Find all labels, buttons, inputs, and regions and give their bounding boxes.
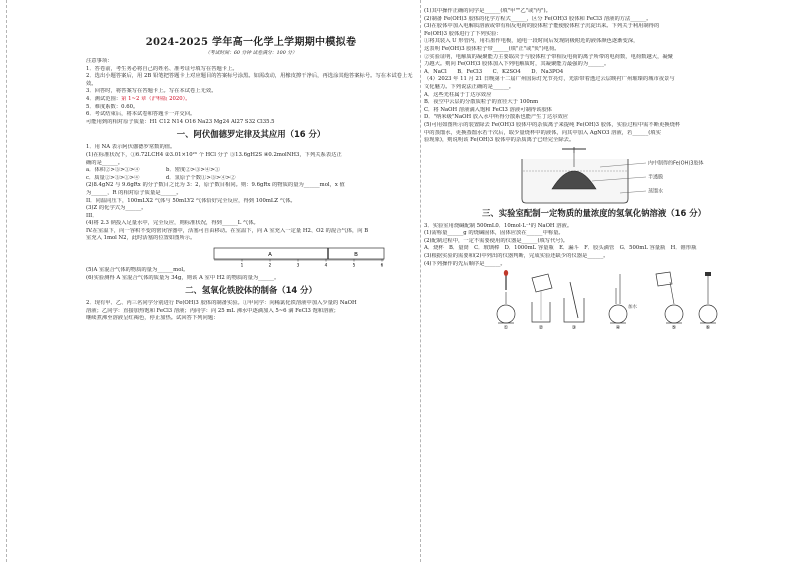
- q3-line: (2)配制过程中，一定不需要使用的仪器是______(填写代号)。: [424, 237, 569, 244]
- q2-sub-line: 文化魅力。下列说法正确的是______。: [424, 83, 515, 90]
- q3-line: (4)下列操作的先后顺序是______。: [424, 260, 506, 267]
- q1-line: a．体积②>③>①>④ b．密度②>③>④>①: [86, 167, 220, 174]
- q2-line: 溶液；乙同学：直接加热饱和 FeCl3 溶液；丙同学：向 25 mL 沸水中逐滴加入 5~6 滴 FeCl3 饱和溶液；: [86, 307, 339, 314]
- q1-line: 1．用 NA 表示阿伏伽德罗常数的值。: [86, 144, 176, 151]
- dialysis-apparatus-figure: [424, 145, 764, 205]
- column-divider: [420, 0, 421, 562]
- q1-line: c．质量②>③>①>④ d．氢原子个数①>③>④>②: [86, 174, 236, 181]
- ruler-label: 5: [352, 262, 356, 268]
- q2-options: A．NaCl B．FeCl3 C．K2SO4 D．Na3PO4: [424, 68, 564, 75]
- note-1: 1．答卷前，考生务必将自己的姓名、准考证号填写在答题卡上。: [86, 65, 238, 72]
- preparation-steps-diagram: [424, 268, 764, 330]
- step-label: ⑤: [671, 325, 677, 331]
- q1-line: (6)实验测得 A 室混合气体的质量为 34g，则该 A 室中 H2 的物质的量为______。: [86, 274, 280, 281]
- q1-line: 为______，R 的相对原子质量是______。: [86, 189, 182, 196]
- add-water-label: 加水: [628, 305, 637, 311]
- step-4-figure: [609, 274, 637, 330]
- q1-line: (1)在标准状况下，①6.72LCH4 ②3.01×10²³ 个 HCl 分子 ③13.6gH2S ④0.2molNH3，下列关系表达正: [86, 151, 342, 158]
- q1-line: (4)将 2.3 钠投入足量水中，完全反应，则标准状况，得到______L 气体。: [86, 220, 259, 227]
- q2-option-a: A．这些光柱属于丁达尔效应: [424, 91, 492, 98]
- q3-line: 3．实验室用烧碱配制 500mL0．10mol·L⁻¹的 NaOH 溶液。: [424, 222, 573, 229]
- step-label: ⑥: [705, 325, 711, 331]
- section-3-title: 三、实验室配制一定物质的量浓度的氢氧化钠溶液（16 分）: [482, 207, 706, 218]
- q2-sub-line: 验现象)，则说明该 Fe(OH)3 胶体中的杂质离子已经完全除去。: [424, 137, 575, 144]
- q2-sub-line: 力越大。则向 Fe(OH)3 胶体加入下列电解质时，其凝聚能力最强的为______。: [424, 61, 610, 68]
- membrane-label: 半透膜: [648, 174, 664, 181]
- container-outline: [214, 248, 384, 259]
- step-1-figure: [497, 270, 515, 330]
- q1-line: 室充入 1mol N2，此时活塞的位置如图所示。: [86, 235, 196, 242]
- note-5: 5．难度系数：0.60。: [86, 103, 139, 110]
- q2-sub-line: (3)在胶体中加入电解质溶液或带有相反电荷的胶体粒子能使胶体粒子沉淀出来。下列关于利用制得的: [424, 23, 660, 30]
- q3-line: (1)需称量______g 的烧碱固体，固体应放在______中称量。: [424, 230, 564, 237]
- step-label: ④: [615, 325, 621, 331]
- note-3: 3．回答时，将答案写在答题卡上。写在本试卷上无效。: [86, 88, 217, 95]
- piston-container-diagram: [210, 247, 388, 267]
- relative-atomic-masses: 可能用到的相对原子质量：H1 C12 N14 O16 Na23 Mg24 Al27 S32 Cl35.5: [86, 118, 275, 125]
- q2-sub-line: 中的蒸馏水，更换蒸馏水若干次后，取少量烧杯中的液体，向其中加入 AgNO3 溶液，若______(填实: [424, 129, 661, 136]
- left-column: [86, 8, 416, 323]
- ruler-label: 4: [324, 262, 328, 268]
- q2-sub-line: （4）2023 年 11 月 21 日晚第十二届广州国际灯光节亮灯，光影带着透过云层映衬广州璀璨的城市夜景与: [424, 76, 675, 83]
- q1-line: (3)Z 的化学式为______。: [86, 205, 147, 212]
- step-label: ②: [538, 325, 544, 331]
- q2-option-b: B．夜空中云层的分散质粒子的直径大于 100nm: [424, 99, 539, 106]
- step-2-figure: [532, 274, 552, 330]
- q1-line: (2)8.4gN2 与 9.6gRx 的分子数目之比为 3：2，原子数目相同。则：9.6gRx 的物质的量为______mol，x 值: [86, 182, 345, 189]
- notes-heading: 注意事项：: [86, 58, 113, 64]
- q2-sub-line: (2)制备 Fe(OH)3 胶体的化学方程式______，区分 Fe(OH)3 胶体和 FeCl3 溶液的方法______。: [424, 15, 652, 22]
- chamber-b-label: B: [354, 252, 358, 259]
- dialysis-apparatus-diagram: [424, 145, 764, 205]
- note-6: 6．考试结束后，将本试卷和答题卡一并交回。: [86, 111, 196, 118]
- note-2: 2．选出小题答案后，用 2B 铅笔把答题卡上对应题目的答案标号涂黑。如需改动，用橡皮擦干净后，再选涂其他答案标号。写在本试卷上无效。: [86, 73, 413, 87]
- q2-line: 继续煮沸至溶液呈红褐色，停止加热。试回答下列问题：: [86, 315, 219, 322]
- binding-margin-line: [6, 0, 7, 562]
- q1-line: 确的是______。: [86, 159, 124, 166]
- solution-preparation-steps-figure: [424, 268, 764, 330]
- q2-sub-line: (5)可用如图所示的装置除去 Fe(OH)3 胶体中的杂质离子来提纯 Fe(OH)3 胶体，实验过程中需不断更换烧杯: [424, 121, 681, 128]
- ruler-label: 6: [380, 262, 384, 268]
- ruler-label: 1: [240, 262, 244, 268]
- q2-line: 2．现有甲、乙、丙三名同学分别进行 Fe(OH)3 胶体的制备实验。①甲同学：向稀氯化铁溶液中加入少量的 NaOH: [86, 300, 357, 307]
- step-5-figure: [656, 272, 683, 330]
- ruler-label: 3: [296, 262, 300, 268]
- scope-highlight: 第 1~2 章（沪科版 2020）。: [121, 95, 191, 102]
- q2-sub-line: (1)其中操作正确的同学是______(填"甲""乙"或"丙")。: [424, 8, 551, 14]
- q3-options: A．烧杯 B．量筒 C．玻璃棒 D．1000mL 容量瓶 E．漏斗 F．胶头滴管 G．500mL 容量瓶 H．锥形瓶: [424, 245, 697, 252]
- step-6-figure: [699, 272, 717, 330]
- piston-container-figure: [86, 245, 416, 267]
- step-3-figure: [564, 282, 584, 330]
- q2-sub-line: Fe(OH)3 胶体进行了下列实验：: [424, 30, 502, 37]
- q2-option-d: D．"纳米级"NaOH 放入水中所得分散系也能产生丁达尔效应: [424, 114, 569, 121]
- colloid-label: 内中制得的Fe(OH)3胶体: [648, 160, 704, 167]
- q2-sub-line: 这表明 Fe(OH)3 胶体粒子带______(填"正"或"负")电荷。: [424, 45, 560, 52]
- note-4: 4．测试范围：第 1~2 章（沪科版 2020）。: [86, 95, 191, 102]
- section-1-title: 一、阿伏伽德罗定律及其应用（16 分）: [176, 129, 326, 140]
- q1-line: IV.在室温下，向一容积不变的密闭容器中，活塞可自由移动。在室温下，向 A 室充入一定量 H2、O2 的混合气体，向 B: [86, 227, 369, 234]
- chamber-a-label: A: [268, 252, 272, 259]
- step-label: ①: [503, 325, 509, 331]
- right-column: [424, 8, 764, 330]
- q1-line: II．同温同压下，100mLX2 气体与 50mLY2 气体恰好完全反应，得到 100mLZ 气体。: [86, 197, 296, 204]
- ruler-label: 2: [268, 262, 272, 268]
- step-label: ③: [571, 325, 577, 331]
- page-title: 2024-2025 学年高一化学上学期期中模拟卷: [145, 37, 357, 48]
- q3-line: (3)根据实验的需要和(2)中列出的仪器判断，完成实验还缺少的仪器是______。: [424, 253, 609, 260]
- q1-line: (5)A 室混合气体的物质的量为______mol。: [86, 267, 189, 274]
- q2-sub-line: ②实验证明，电解质的凝聚能力主要取决于与胶体粒子带相反电荷的离子所带的电荷数，电荷数越大，凝聚: [424, 53, 673, 60]
- q2-sub-line: ①将其装入 U 形管内，用石墨作电极，通电一段时间后发现阴极附近的液体颜色逐渐变深，: [424, 38, 639, 45]
- distilled-water-label: 蒸馏水: [648, 188, 664, 195]
- q1-line: III．: [86, 212, 98, 219]
- section-2-title: 二、氢氧化铁胶体的制备（14 分）: [185, 285, 317, 296]
- q2-option-c: C．将 NaOH 溶液滴入饱和 FeCl3 溶液可制得该胶体: [424, 106, 552, 113]
- exam-subtitle: （考试时间：60 分钟 试卷满分：100 分）: [205, 51, 297, 56]
